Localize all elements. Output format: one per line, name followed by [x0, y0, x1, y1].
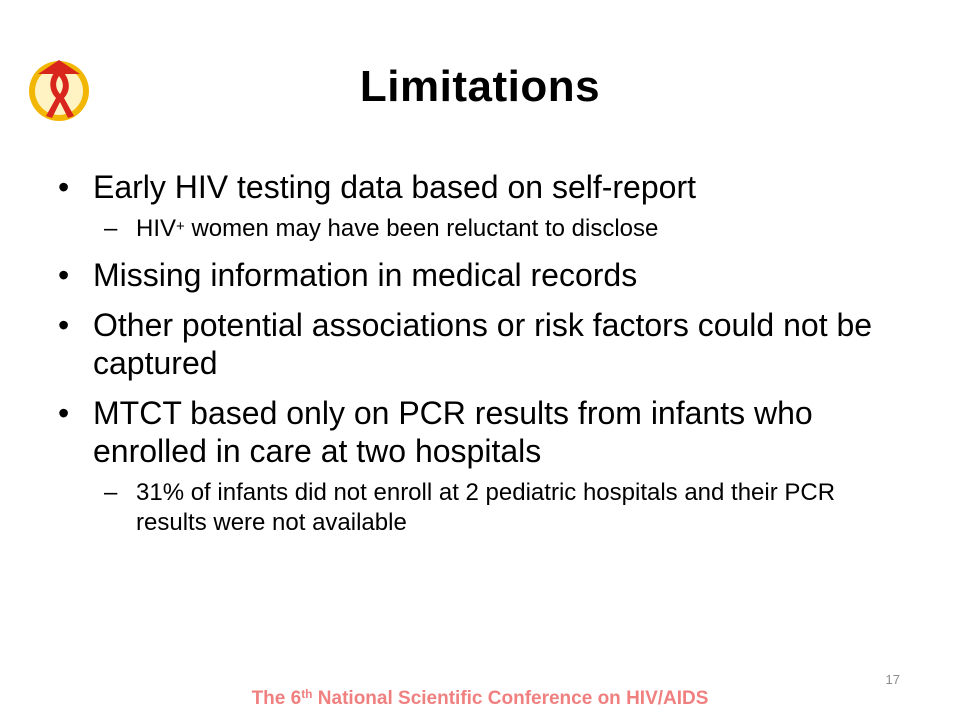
- bullet-item: [54, 306, 904, 382]
- bullet-text: MTCT based only on PCR results from infants who enrolled in care at two hospitals: [93, 395, 813, 469]
- bullet-item: [54, 168, 904, 206]
- sub-bullet-text: 31% of infants did not enroll at 2 pediatric hospitals and their PCR results were not available: [136, 479, 836, 536]
- footer-sup: th: [301, 687, 313, 701]
- bullet-item: [54, 256, 904, 294]
- slide-title: Limitations: [359, 62, 601, 111]
- dash-icon: –: [104, 479, 118, 506]
- footer-prefix: The 6: [251, 688, 302, 709]
- sub-bullet-hiv-sup: +: [176, 218, 185, 235]
- bullet-text: Other potential associations or risk factors could not be captured: [93, 307, 873, 381]
- dash-icon: –: [104, 215, 118, 242]
- bullet-item: [54, 394, 904, 470]
- bullet-dot-icon: •: [58, 257, 70, 293]
- page-number: 17: [885, 672, 900, 687]
- bullet-dot-icon: •: [58, 395, 70, 431]
- sub-bullet-item: [54, 478, 904, 538]
- sub-bullet-hiv-rest: women may have been reluctant to disclose: [184, 215, 659, 242]
- bullet-list: [54, 168, 904, 550]
- footer-rest: National Scientific Conference on HIV/AIDS: [312, 688, 709, 709]
- bullet-dot-icon: •: [58, 307, 70, 343]
- bullet-text: Early HIV testing data based on self-report: [93, 169, 696, 205]
- bullet-text: Missing information in medical records: [93, 257, 638, 293]
- conference-footer: [0, 688, 960, 710]
- sub-bullet-item: [54, 214, 904, 244]
- sub-bullet-hiv-prefix: HIV: [136, 215, 177, 242]
- bullet-dot-icon: •: [58, 169, 70, 205]
